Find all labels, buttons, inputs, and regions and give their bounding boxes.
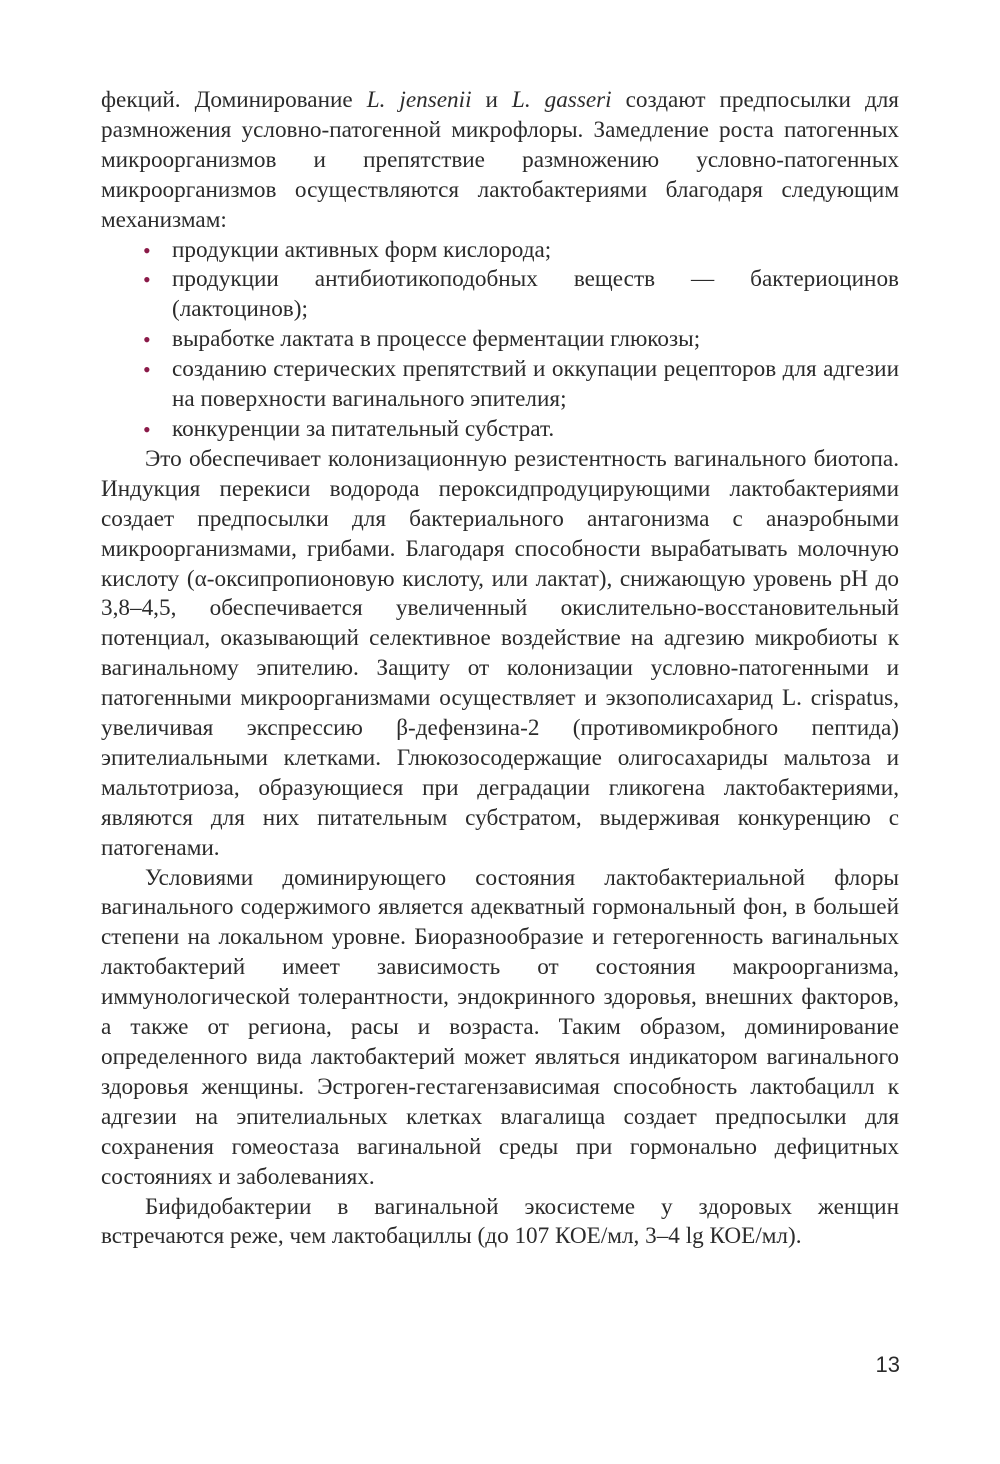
mechanism-text: продукции антибиотикоподобных веществ — бактериоцинов (лактоцинов); [172, 266, 899, 323]
mechanism-item [143, 236, 899, 266]
page-number: 13 [875, 1352, 900, 1377]
paragraph-intro [101, 86, 899, 236]
paragraph-intro-text-3: создают предпосылки для размножения условно-патогенной микрофлоры. Замедление роста патогенных микроорганизмов и препятствие размножению условно-патогенных микроорганизмов осуществляются лактобактериями благодаря следующим механизмам: [101, 87, 899, 233]
paragraph-intro-text-2: и [471, 87, 512, 113]
bullet-icon: • [143, 237, 151, 263]
paragraph-colonization: Это обеспечивает колонизационную резистентность вагинального биотопа. Индукция перекиси водорода пероксидпродуцирующими лактобактериями создает предпосылки для бактериального антагонизма с анаэробными микроорганизмами, грибами. Благодаря способности вырабатывать молочную кислоту (α-оксипропионовую кислоту, или лактат), снижающую уровень pH до 3,8–4,5, обеспечивается увеличенный окислительно-восстановительный потенциал, оказывающий селективное воздействие на адгезию микробиоты к вагинальному эпителию. Защиту от колонизации условно-патогенными и патогенными микроорганизмами осуществляет и экзополисахарид L. crispatus, увеличивая экспрессию β-дефензина-2 (противомикробного пептида) эпителиальными клетками. Глюкозосодержащие олигосахариды мальтоза и мальтотриоза, образующиеся при деградации гликогена лактобактериями, являются для них питательным субстратом, выдерживая конкуренцию с патогенами. [101, 445, 899, 861]
mechanism-item [143, 355, 899, 415]
mechanism-item [143, 415, 899, 445]
mechanism-item [143, 325, 899, 355]
bullet-icon: • [143, 267, 151, 293]
mechanism-text: выработке лактата в процессе ферментации глюкозы; [172, 326, 701, 353]
bullet-icon: • [143, 357, 151, 383]
species-name-gasseri: L. gasseri [511, 87, 612, 113]
bullet-icon: • [143, 327, 151, 353]
mechanism-text: конкуренции за питательный субстрат. [172, 415, 555, 442]
paragraph-bifidobacteria: Бифидобактерии в вагинальной экосистеме у здоровых женщин встречаются реже, чем лактобациллы (до 107 КОЕ/мл, 3–4 lg КОЕ/мл). [101, 1193, 899, 1250]
page-body [101, 86, 899, 1252]
bullet-icon: • [143, 416, 151, 442]
species-name-jensenii: L. jensenii [366, 87, 472, 113]
paragraph-hormonal-conditions: Условиями доминирующего состояния лактобактериальной флоры вагинального содержимого является адекватный гормональный фон, в большей степени на локальном уровне. Биоразнообразие и гетерогенность вагинальных лактобактерий имеет зависимость от состояния макроорганизма, иммунологической толерантности, эндокринного здоровья, внешних факторов, а также от региона, расы и возраста. Таким образом, доминирование определенного вида лактобактерий может являться индикатором вагинального здоровья женщины. Эстроген-гестагензависимая способность лактобацилл к адгезии на эпителиальных клетках влагалища создает предпосылки для сохранения гомеостаза вагинальной среды при гормонально дефицитных состояниях и заболеваниях. [101, 864, 899, 1190]
paragraph-intro-text-1: фекций. Доминирование [101, 87, 367, 113]
mechanism-item [143, 265, 899, 325]
mechanism-text: продукции активных форм кислорода; [172, 236, 552, 263]
mechanisms-list [101, 236, 899, 445]
mechanism-text: созданию стерических препятствий и оккупации рецепторов для адгезии на поверхности вагинального эпителия; [172, 356, 899, 413]
